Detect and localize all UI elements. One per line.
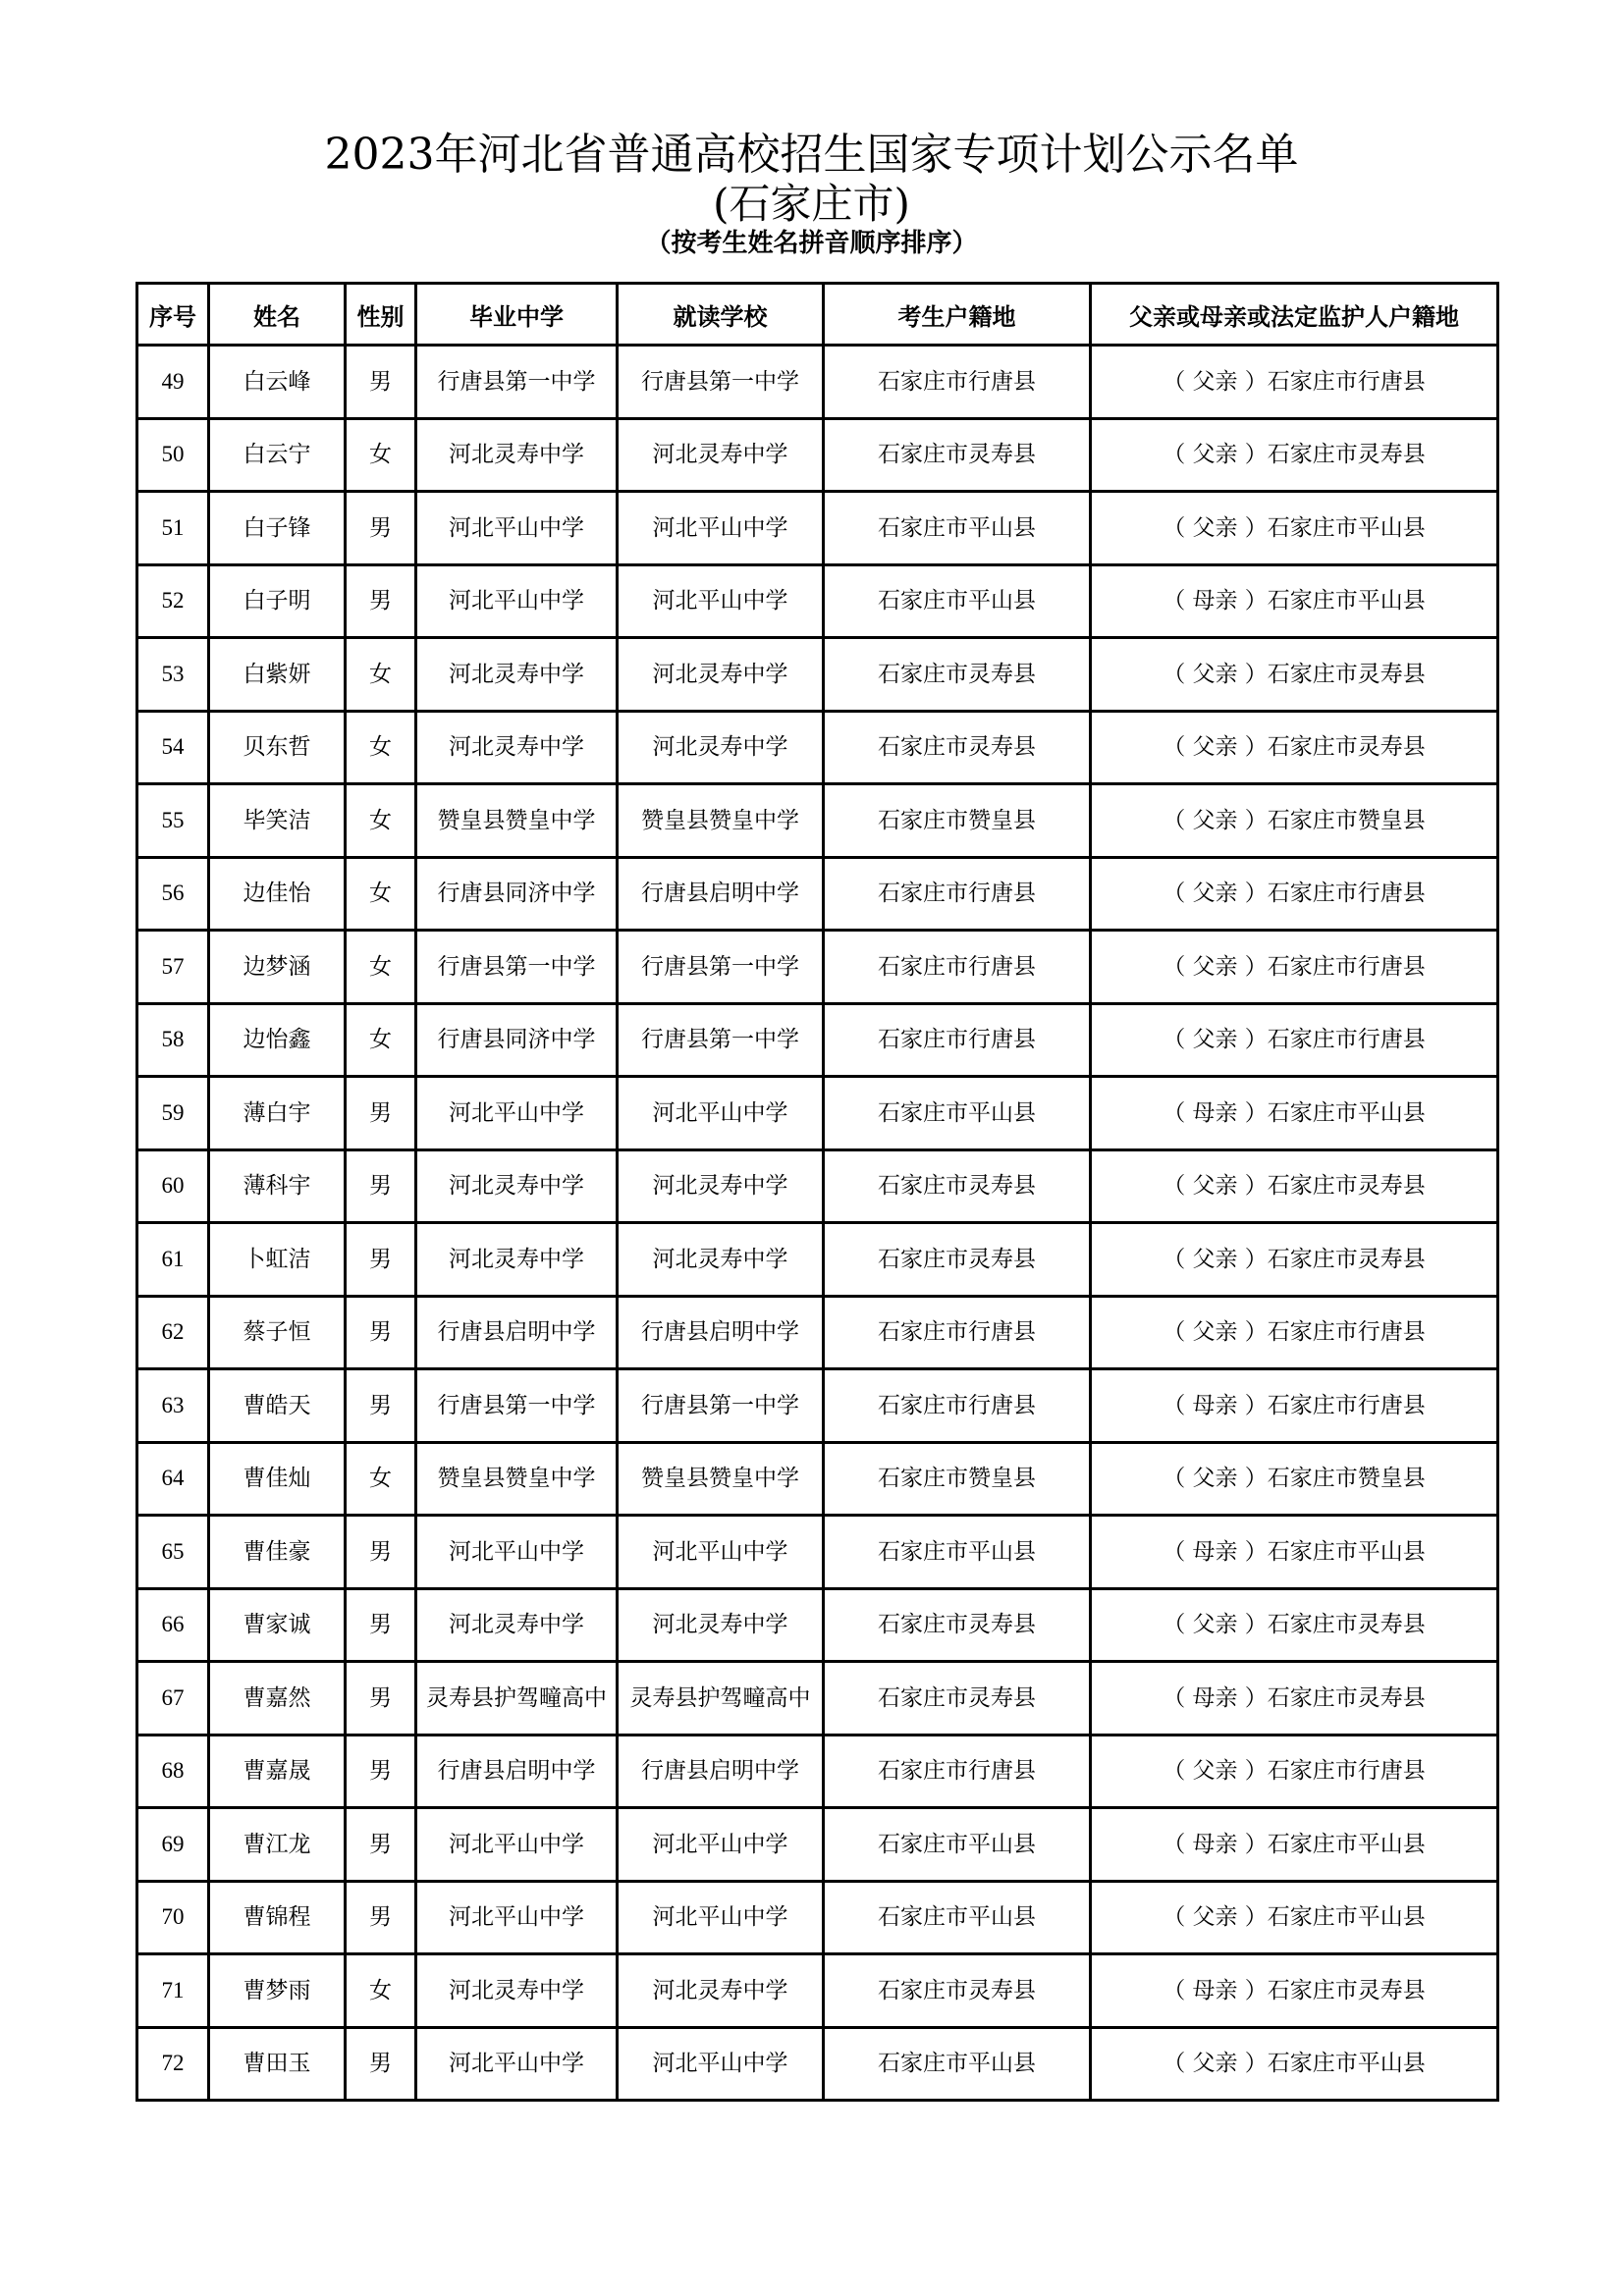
cell-hukou: 石家庄市行唐县 <box>824 857 1091 931</box>
cell-grad-school: 河北平山中学 <box>416 1881 618 1954</box>
column-header-number: 序号 <box>137 284 209 346</box>
cell-gender: 男 <box>346 1735 416 1808</box>
cell-number: 62 <box>137 1296 209 1369</box>
cell-name: 曹佳豪 <box>209 1516 346 1589</box>
cell-grad-school: 河北灵寿中学 <box>416 1954 618 2028</box>
cell-hukou: 石家庄市灵寿县 <box>824 711 1091 784</box>
cell-guardian-hukou: （ 母亲 ）石家庄市平山县 <box>1091 1516 1498 1589</box>
cell-guardian-hukou: （ 父亲 ）石家庄市灵寿县 <box>1091 711 1498 784</box>
cell-current-school: 河北平山中学 <box>618 1077 824 1150</box>
cell-gender: 男 <box>346 346 416 419</box>
cell-number: 56 <box>137 857 209 931</box>
cell-guardian-hukou: （ 母亲 ）石家庄市灵寿县 <box>1091 1662 1498 1735</box>
cell-number: 72 <box>137 2027 209 2101</box>
cell-name: 曹锦程 <box>209 1881 346 1954</box>
cell-number: 57 <box>137 931 209 1004</box>
cell-current-school: 行唐县第一中学 <box>618 1369 824 1443</box>
cell-number: 53 <box>137 638 209 712</box>
table-row <box>137 2027 1498 2101</box>
table-row <box>137 1588 1498 1662</box>
cell-grad-school: 行唐县启明中学 <box>416 1296 618 1369</box>
table-row <box>137 346 1498 419</box>
cell-hukou: 石家庄市赞皇县 <box>824 1442 1091 1516</box>
cell-gender: 女 <box>346 931 416 1004</box>
cell-current-school: 河北平山中学 <box>618 1808 824 1882</box>
cell-guardian-hukou: （ 父亲 ）石家庄市灵寿县 <box>1091 1223 1498 1297</box>
cell-number: 71 <box>137 1954 209 2028</box>
table-row <box>137 931 1498 1004</box>
table-row <box>137 784 1498 858</box>
header-row <box>137 284 1498 346</box>
cell-number: 61 <box>137 1223 209 1297</box>
cell-name: 边佳怡 <box>209 857 346 931</box>
table-row <box>137 1442 1498 1516</box>
cell-guardian-hukou: （ 父亲 ）石家庄市平山县 <box>1091 2027 1498 2101</box>
cell-current-school: 赞皇县赞皇中学 <box>618 784 824 858</box>
cell-name: 卜虹洁 <box>209 1223 346 1297</box>
cell-grad-school: 河北灵寿中学 <box>416 638 618 712</box>
cell-gender: 男 <box>346 1516 416 1589</box>
column-header-hukou: 考生户籍地 <box>824 284 1091 346</box>
cell-hukou: 石家庄市灵寿县 <box>824 1149 1091 1223</box>
cell-grad-school: 河北灵寿中学 <box>416 1223 618 1297</box>
cell-hukou: 石家庄市平山县 <box>824 1881 1091 1954</box>
cell-current-school: 行唐县第一中学 <box>618 931 824 1004</box>
cell-name: 白云宁 <box>209 418 346 492</box>
cell-number: 69 <box>137 1808 209 1882</box>
cell-hukou: 石家庄市灵寿县 <box>824 1223 1091 1297</box>
cell-guardian-hukou: （ 父亲 ）石家庄市行唐县 <box>1091 931 1498 1004</box>
cell-hukou: 石家庄市平山县 <box>824 2027 1091 2101</box>
cell-gender: 男 <box>346 1881 416 1954</box>
cell-guardian-hukou: （ 父亲 ）石家庄市行唐县 <box>1091 346 1498 419</box>
cell-hukou: 石家庄市行唐县 <box>824 1735 1091 1808</box>
table-row <box>137 638 1498 712</box>
table-row <box>137 418 1498 492</box>
cell-current-school: 行唐县启明中学 <box>618 857 824 931</box>
cell-gender: 男 <box>346 1369 416 1443</box>
table-row <box>137 1223 1498 1297</box>
cell-guardian-hukou: （ 母亲 ）石家庄市平山县 <box>1091 564 1498 638</box>
cell-name: 贝东哲 <box>209 711 346 784</box>
table-row <box>137 711 1498 784</box>
cell-current-school: 行唐县启明中学 <box>618 1296 824 1369</box>
cell-name: 曹皓天 <box>209 1369 346 1443</box>
table-row <box>137 1296 1498 1369</box>
cell-grad-school: 河北灵寿中学 <box>416 711 618 784</box>
cell-name: 曹家诚 <box>209 1588 346 1662</box>
cell-hukou: 石家庄市平山县 <box>824 492 1091 565</box>
cell-gender: 女 <box>346 1442 416 1516</box>
cell-gender: 男 <box>346 1296 416 1369</box>
cell-gender: 女 <box>346 1003 416 1077</box>
cell-number: 68 <box>137 1735 209 1808</box>
cell-grad-school: 行唐县第一中学 <box>416 931 618 1004</box>
cell-gender: 男 <box>346 1662 416 1735</box>
column-header-current-school: 就读学校 <box>618 284 824 346</box>
cell-guardian-hukou: （ 父亲 ）石家庄市行唐县 <box>1091 1003 1498 1077</box>
admission-roster-table <box>135 282 1499 2102</box>
table-row <box>137 564 1498 638</box>
column-header-guardian-hukou: 父亲或母亲或法定监护人户籍地 <box>1091 284 1498 346</box>
cell-grad-school: 河北平山中学 <box>416 2027 618 2101</box>
cell-hukou: 石家庄市平山县 <box>824 1808 1091 1882</box>
cell-hukou: 石家庄市平山县 <box>824 1077 1091 1150</box>
cell-number: 64 <box>137 1442 209 1516</box>
cell-name: 白紫妍 <box>209 638 346 712</box>
cell-gender: 女 <box>346 857 416 931</box>
cell-current-school: 赞皇县赞皇中学 <box>618 1442 824 1516</box>
cell-number: 63 <box>137 1369 209 1443</box>
document-subtitle: (石家庄市) <box>713 180 910 228</box>
cell-name: 白云峰 <box>209 346 346 419</box>
cell-guardian-hukou: （ 父亲 ）石家庄市平山县 <box>1091 1881 1498 1954</box>
cell-hukou: 石家庄市灵寿县 <box>824 1588 1091 1662</box>
cell-number: 60 <box>137 1149 209 1223</box>
cell-gender: 女 <box>346 1954 416 2028</box>
cell-number: 59 <box>137 1077 209 1150</box>
cell-current-school: 河北平山中学 <box>618 492 824 565</box>
cell-guardian-hukou: （ 母亲 ）石家庄市灵寿县 <box>1091 1954 1498 2028</box>
cell-gender: 女 <box>346 418 416 492</box>
cell-guardian-hukou: （ 父亲 ）石家庄市平山县 <box>1091 492 1498 565</box>
cell-name: 边怡鑫 <box>209 1003 346 1077</box>
cell-gender: 男 <box>346 1588 416 1662</box>
cell-hukou: 石家庄市灵寿县 <box>824 418 1091 492</box>
cell-gender: 男 <box>346 1223 416 1297</box>
document-title: 2023年河北省普通高校招生国家专项计划公示名单 <box>324 130 1299 180</box>
cell-hukou: 石家庄市行唐县 <box>824 346 1091 419</box>
cell-gender: 男 <box>346 1808 416 1882</box>
cell-grad-school: 赞皇县赞皇中学 <box>416 1442 618 1516</box>
cell-number: 65 <box>137 1516 209 1589</box>
cell-guardian-hukou: （ 父亲 ）石家庄市行唐县 <box>1091 1296 1498 1369</box>
cell-grad-school: 行唐县启明中学 <box>416 1735 618 1808</box>
cell-grad-school: 灵寿县护驾疃高中 <box>416 1662 618 1735</box>
cell-name: 毕笑洁 <box>209 784 346 858</box>
table-row <box>137 857 1498 931</box>
cell-name: 曹江龙 <box>209 1808 346 1882</box>
cell-hukou: 石家庄市灵寿县 <box>824 638 1091 712</box>
roster-body <box>137 346 1498 2101</box>
cell-number: 50 <box>137 418 209 492</box>
cell-grad-school: 河北平山中学 <box>416 1808 618 1882</box>
cell-number: 49 <box>137 346 209 419</box>
cell-guardian-hukou: （ 母亲 ）石家庄市行唐县 <box>1091 1369 1498 1443</box>
cell-number: 51 <box>137 492 209 565</box>
cell-gender: 女 <box>346 711 416 784</box>
cell-gender: 男 <box>346 492 416 565</box>
cell-name: 白子锋 <box>209 492 346 565</box>
cell-number: 67 <box>137 1662 209 1735</box>
cell-gender: 女 <box>346 638 416 712</box>
cell-current-school: 行唐县第一中学 <box>618 346 824 419</box>
column-header-name: 姓名 <box>209 284 346 346</box>
cell-hukou: 石家庄市行唐县 <box>824 1003 1091 1077</box>
cell-current-school: 河北灵寿中学 <box>618 711 824 784</box>
cell-guardian-hukou: （ 父亲 ）石家庄市行唐县 <box>1091 1735 1498 1808</box>
cell-name: 薄科宇 <box>209 1149 346 1223</box>
cell-current-school: 河北灵寿中学 <box>618 1954 824 2028</box>
cell-current-school: 河北灵寿中学 <box>618 638 824 712</box>
cell-gender: 男 <box>346 564 416 638</box>
cell-current-school: 河北平山中学 <box>618 1516 824 1589</box>
table-row <box>137 1149 1498 1223</box>
sort-note: （按考生姓名拼音顺序排序） <box>645 229 978 258</box>
cell-guardian-hukou: （ 父亲 ）石家庄市灵寿县 <box>1091 1588 1498 1662</box>
cell-number: 70 <box>137 1881 209 1954</box>
cell-grad-school: 行唐县同济中学 <box>416 857 618 931</box>
cell-grad-school: 行唐县同济中学 <box>416 1003 618 1077</box>
cell-hukou: 石家庄市行唐县 <box>824 931 1091 1004</box>
cell-number: 54 <box>137 711 209 784</box>
table-row <box>137 1954 1498 2028</box>
table-row <box>137 1881 1498 1954</box>
table-row <box>137 1735 1498 1808</box>
cell-current-school: 灵寿县护驾疃高中 <box>618 1662 824 1735</box>
cell-grad-school: 河北平山中学 <box>416 564 618 638</box>
table-row <box>137 1077 1498 1150</box>
cell-hukou: 石家庄市赞皇县 <box>824 784 1091 858</box>
cell-number: 52 <box>137 564 209 638</box>
cell-current-school: 河北平山中学 <box>618 564 824 638</box>
cell-grad-school: 行唐县第一中学 <box>416 1369 618 1443</box>
cell-current-school: 河北平山中学 <box>618 2027 824 2101</box>
table-row <box>137 492 1498 565</box>
cell-guardian-hukou: （ 母亲 ）石家庄市平山县 <box>1091 1808 1498 1882</box>
cell-gender: 女 <box>346 784 416 858</box>
cell-guardian-hukou: （ 父亲 ）石家庄市赞皇县 <box>1091 1442 1498 1516</box>
cell-number: 58 <box>137 1003 209 1077</box>
column-header-grad-school: 毕业中学 <box>416 284 618 346</box>
cell-current-school: 河北灵寿中学 <box>618 1223 824 1297</box>
cell-name: 边梦涵 <box>209 931 346 1004</box>
cell-gender: 男 <box>346 1149 416 1223</box>
cell-guardian-hukou: （ 父亲 ）石家庄市灵寿县 <box>1091 638 1498 712</box>
cell-name: 曹嘉然 <box>209 1662 346 1735</box>
cell-hukou: 石家庄市行唐县 <box>824 1369 1091 1443</box>
column-header-gender: 性别 <box>346 284 416 346</box>
cell-current-school: 行唐县启明中学 <box>618 1735 824 1808</box>
cell-hukou: 石家庄市行唐县 <box>824 1296 1091 1369</box>
cell-hukou: 石家庄市灵寿县 <box>824 1954 1091 2028</box>
cell-grad-school: 河北灵寿中学 <box>416 1149 618 1223</box>
cell-grad-school: 河北平山中学 <box>416 492 618 565</box>
cell-grad-school: 河北平山中学 <box>416 1077 618 1150</box>
cell-guardian-hukou: （ 父亲 ）石家庄市行唐县 <box>1091 857 1498 931</box>
cell-hukou: 石家庄市平山县 <box>824 564 1091 638</box>
cell-current-school: 河北灵寿中学 <box>618 1588 824 1662</box>
cell-name: 曹田玉 <box>209 2027 346 2101</box>
cell-grad-school: 行唐县第一中学 <box>416 346 618 419</box>
cell-name: 曹梦雨 <box>209 1954 346 2028</box>
cell-name: 曹嘉晟 <box>209 1735 346 1808</box>
cell-number: 66 <box>137 1588 209 1662</box>
cell-guardian-hukou: （ 父亲 ）石家庄市赞皇县 <box>1091 784 1498 858</box>
cell-name: 蔡子恒 <box>209 1296 346 1369</box>
table-row <box>137 1808 1498 1882</box>
cell-current-school: 河北灵寿中学 <box>618 418 824 492</box>
cell-gender: 男 <box>346 1077 416 1150</box>
cell-current-school: 河北灵寿中学 <box>618 1149 824 1223</box>
cell-gender: 男 <box>346 2027 416 2101</box>
cell-grad-school: 河北灵寿中学 <box>416 1588 618 1662</box>
cell-grad-school: 河北平山中学 <box>416 1516 618 1589</box>
cell-grad-school: 河北灵寿中学 <box>416 418 618 492</box>
table-row <box>137 1516 1498 1589</box>
cell-hukou: 石家庄市平山县 <box>824 1516 1091 1589</box>
cell-guardian-hukou: （ 父亲 ）石家庄市灵寿县 <box>1091 418 1498 492</box>
cell-number: 55 <box>137 784 209 858</box>
cell-guardian-hukou: （ 母亲 ）石家庄市平山县 <box>1091 1077 1498 1150</box>
cell-name: 曹佳灿 <box>209 1442 346 1516</box>
table-row <box>137 1369 1498 1443</box>
cell-grad-school: 赞皇县赞皇中学 <box>416 784 618 858</box>
cell-hukou: 石家庄市灵寿县 <box>824 1662 1091 1735</box>
cell-current-school: 行唐县第一中学 <box>618 1003 824 1077</box>
cell-name: 薄白宇 <box>209 1077 346 1150</box>
cell-name: 白子明 <box>209 564 346 638</box>
table-row <box>137 1662 1498 1735</box>
table-row <box>137 1003 1498 1077</box>
cell-guardian-hukou: （ 父亲 ）石家庄市灵寿县 <box>1091 1149 1498 1223</box>
cell-current-school: 河北平山中学 <box>618 1881 824 1954</box>
